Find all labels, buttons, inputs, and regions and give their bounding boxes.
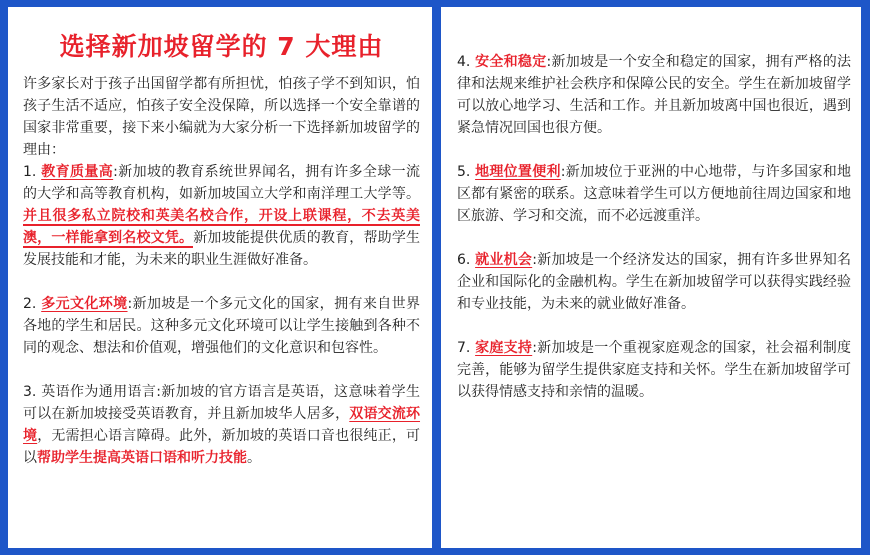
- reason-2: [23, 293, 420, 359]
- reason-keyword: 双语交流环境: [23, 406, 421, 444]
- reason-text: :新加坡位于亚洲的中心地带，与许多国家和地区都有紧密的联系。这意味着学生可以方便地前往周边国家和地区旅游、学习和交流，而不必远渡重洋。: [457, 164, 852, 224]
- reason-number: 1.: [23, 164, 37, 180]
- reason-7: [457, 337, 851, 403]
- reason-text-tail: 。: [247, 450, 261, 466]
- reason-text: :新加坡是一个重视家庭观念的国家，社会福利制度完善，能够为留学生提供家庭支持和关怀。学生在新加坡留学可以获得情感支持和亲情的温暖。: [457, 340, 852, 400]
- reason-number: 5.: [457, 164, 471, 180]
- reason-highlight: 并且很多私立院校和英美名校合作，开设上联课程，不去英美澳，一样能拿到名校文凭。: [23, 208, 420, 246]
- right-panel: [441, 7, 861, 548]
- reason-5: [457, 161, 851, 227]
- reason-3: [23, 381, 420, 469]
- reason-number: 2.: [23, 296, 37, 312]
- reason-keyword: 地理位置便利: [475, 164, 561, 180]
- reason-6: [457, 249, 851, 315]
- reason-number: 7.: [457, 340, 471, 356]
- reason-highlight: 帮助学生提高英语口语和听力技能: [37, 450, 247, 466]
- reason-keyword: 教育质量高: [41, 164, 114, 180]
- reason-text: :新加坡的教育系统世界闻名，拥有许多全球一流的大学和高等教育机构，如新加坡国立大学和南洋理工大学等。: [23, 164, 421, 202]
- reason-keyword: 就业机会: [475, 252, 533, 268]
- reason-4: [457, 51, 851, 139]
- reason-number: 4.: [457, 54, 471, 70]
- reason-keyword: 家庭支持: [475, 340, 533, 356]
- page-title: 选择新加坡留学的 7 大理由: [59, 32, 384, 61]
- reason-lead: 英语作为通用语言:新加坡的官方语言是英语，这意味着学生可以在新加坡接受英语教育，并且新加坡华人居多，: [23, 384, 420, 422]
- reason-text: :新加坡是一个多元文化的国家，拥有来自世界各地的学生和居民。这种多元文化环境可以让学生接触到各种不同的观念、想法和价值观，增强他们的文化意识和包容性。: [23, 296, 421, 356]
- reason-keyword: 多元文化环境: [41, 296, 128, 312]
- reason-text-tail: 新加坡能提供优质的教育，帮助学生发展技能和才能，为未来的职业生涯做好准备。: [23, 230, 421, 268]
- reason-keyword: 安全和稳定: [475, 54, 547, 70]
- intro-paragraph: 许多家长对于孩子出国留学都有所担忧，怕孩子学不到知识，怕孩子生活不适应，怕孩子安全没保障，所以选择一个安全靠谱的国家非常重要，接下来小编就为大家分析一下选择新加坡留学的理由：: [23, 76, 420, 158]
- reason-number: 3.: [23, 384, 37, 400]
- reason-number: 6.: [457, 252, 471, 268]
- reason-text: :新加坡是一个安全和稳定的国家，拥有严格的法律和法规来维护社会秩序和保障公民的安全。学生在新加坡留学可以放心地学习、生活和工作。并且新加坡离中国也很近，遇到紧急情况回国也很方便。: [457, 54, 852, 136]
- reason-text: :新加坡是一个经济发达的国家，拥有许多世界知名企业和国际化的金融机构。学生在新加坡留学可以获得实践经验和专业技能，为未来的就业做好准备。: [457, 252, 852, 312]
- reason-1: [23, 161, 420, 271]
- left-panel: [8, 7, 432, 548]
- reason-text: ，无需担心语言障碍。此外，新加坡的英语口音也很纯正，可以: [23, 428, 421, 466]
